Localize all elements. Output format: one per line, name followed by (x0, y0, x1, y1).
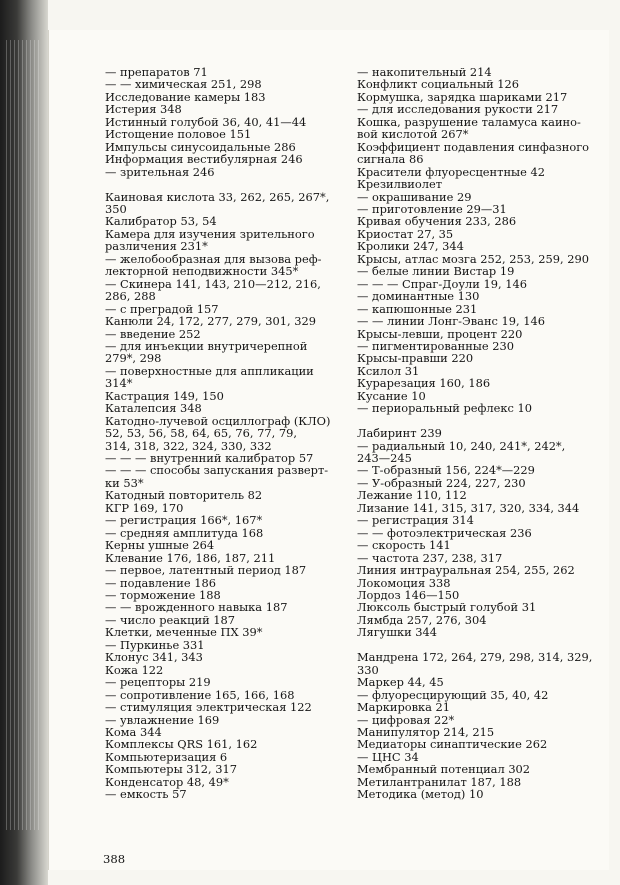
index-entry: Исследование камеры 183 (105, 89, 266, 104)
index-entry: Манипулятор 214, 215 (357, 724, 495, 739)
index-entry: Калибратор 53, 54 (105, 214, 217, 229)
index-entry: — введение 252 (105, 326, 201, 341)
index-entry: Кома 344 (105, 725, 162, 739)
index-entry: Клетки, меченные ПХ 39* (105, 625, 263, 640)
index-entry: — средняя амплитуда 168 (105, 525, 264, 540)
index-entry: — белые линии Вистар 19 (357, 264, 515, 279)
index-entry: Истерия 348 (105, 102, 182, 117)
index-entry: — сопротивление 165, 166, 168 (105, 687, 295, 702)
index-entry: Компьютеры 312, 317 (105, 762, 237, 777)
index-entry: Кожа 122 (105, 662, 164, 677)
index-entry: — Т-образный 156, 224*—229 (357, 463, 535, 478)
index-entry: Крезилвиолет (357, 177, 443, 192)
index-entry: Лягушки 344 (357, 625, 438, 640)
index-entry: Мембранный потенциал 302 (357, 762, 531, 777)
index-entry: Кривая обучения 233, 286 (357, 214, 517, 229)
index-entry: — — фотоэлектрическая 236 (357, 525, 532, 540)
index-entry: 286, 288 (105, 289, 156, 304)
index-entry: 279*, 298 (105, 351, 162, 366)
index-entry: — препаратов 71 (105, 65, 208, 79)
index-entry: — рецепторы 219 (105, 675, 211, 690)
index-entry: Камера для изучения зрительного (105, 226, 315, 241)
index-entry: Линия интрауральная 254, 255, 262 (357, 563, 575, 578)
index-entry: Истощение половое 151 (105, 127, 252, 142)
index-entry: 314* (105, 376, 133, 391)
index-entry: ки 53* (105, 475, 144, 490)
index-entry: — пигментированные 230 (357, 338, 514, 353)
index-entry: Компьютеризация 6 (105, 749, 228, 764)
index-entry: Крысы-правши 220 (357, 351, 474, 366)
index-entry: Керны ушные 264 (105, 538, 215, 553)
index-entry: — регистрация 314 (357, 513, 474, 528)
index-entry: КГР 169, 170 (105, 500, 184, 515)
index-entry: — для исследования рукости 217 (357, 102, 559, 117)
index-entry: — число реакций 187 (105, 612, 236, 627)
index-entry: лекторной неподвижности 345* (105, 264, 299, 279)
index-entry: — поверхностные для аппликации (105, 363, 314, 378)
index-entry: — скорость 141 (357, 538, 451, 553)
index-entry: различения 231* (105, 239, 208, 254)
index-entry: Маркировка 21 (357, 700, 451, 715)
index-entry: Люксоль быстрый голубой 31 (357, 600, 537, 615)
index-entry: Лизание 141, 315, 317, 320, 334, 344 (357, 500, 580, 515)
index-entry: — первое, латентный период 187 (105, 563, 307, 578)
index-entry: Криостат 27, 35 (357, 226, 454, 241)
index-entry: Комплексы QRS 161, 162 (105, 737, 258, 752)
index-entry: сигнала 86 (357, 152, 424, 167)
index-entry: — приготовление 29—31 (357, 201, 507, 216)
index-entry: Каиновая кислота 33, 262, 265, 267*, (105, 189, 330, 204)
index-entry: — частота 237, 238, 317 (357, 550, 503, 565)
index-entry: — У-образный 224, 227, 230 (357, 475, 526, 490)
index-entry: Информация вестибулярная 246 (105, 152, 303, 167)
index-entry: Маркер 44, 45 (357, 675, 444, 690)
index-entry: Лежание 110, 112 (357, 488, 467, 503)
index-entry: Лордоз 146—150 (357, 588, 460, 603)
index-entry: — стимуляция электрическая 122 (105, 700, 312, 715)
index-entry: Медиаторы синаптические 262 (357, 737, 548, 752)
index-entry: — с преградой 157 (105, 301, 219, 316)
book-spine (0, 0, 48, 885)
index-entry: — цифровая 22* (357, 712, 455, 727)
index-entry: Крысы-левши, процент 220 (357, 326, 523, 341)
index-column-left (105, 66, 335, 801)
index-entry: вой кислотой 267* (357, 127, 469, 142)
index-entry: Красители флуоресцентные 42 (357, 164, 545, 179)
index-entry: — капюшонные 231 (357, 301, 478, 316)
index-column-right (357, 66, 597, 801)
index-entry: Кастрация 149, 150 (105, 388, 224, 403)
index-entry: — радиальный 10, 240, 241*, 242*, (357, 438, 566, 453)
index-entry: — — линии Лонг-Эванс 19, 146 (357, 314, 546, 329)
index-entry: 243—245 (357, 451, 412, 466)
index-entry: — подавление 186 (105, 575, 216, 590)
index-entry: 330 (357, 662, 379, 677)
index-entry: — — врожденного навыка 187 (105, 600, 288, 615)
index-entry: 350 (105, 201, 127, 216)
index-entry: Курарезация 160, 186 (357, 376, 491, 391)
index-entry: Кролики 247, 344 (357, 239, 464, 254)
index-entry: — доминантные 130 (357, 289, 480, 304)
index-entry: — периоральный рефлекс 10 (357, 401, 533, 416)
index-entry: Клонус 341, 343 (105, 650, 203, 665)
index-entry: Лямбда 257, 276, 304 (357, 612, 487, 627)
page-number: 388 (103, 852, 126, 866)
index-entry: Конфликт социальный 126 (357, 77, 520, 92)
index-entry: 52, 53, 56, 58, 64, 65, 76, 77, 79, (105, 426, 298, 441)
index-entry: — Пуркинье 331 (105, 637, 205, 652)
index-entry: — торможение 188 (105, 588, 221, 603)
index-entry: — — — внутренний калибратор 57 (105, 451, 314, 466)
book-page (48, 30, 609, 870)
index-entry: — Скинера 141, 143, 210—212, 216, (105, 276, 321, 291)
index-entry: — для инъекции внутричерепной (105, 338, 308, 353)
index-entry: — емкость 57 (105, 787, 187, 802)
index-entry: Кусание 10 (357, 388, 426, 403)
index-entry: Локомоция 338 (357, 575, 451, 590)
index-entry: — зрительная 246 (105, 164, 215, 179)
index-entry: Клевание 176, 186, 187, 211 (105, 550, 276, 565)
index-entry: Крысы, атлас мозга 252, 253, 259, 290 (357, 251, 589, 266)
index-entry: Катодный повторитель 82 (105, 488, 263, 503)
index-entry: — — — способы запускания разверт- (105, 463, 329, 478)
index-entry: Методика (метод) 10 (357, 787, 484, 802)
index-entry: Канюли 24, 172, 277, 279, 301, 329 (105, 314, 316, 329)
index-entry: 314, 318, 322, 324, 330, 332 (105, 438, 272, 453)
index-entry: — ЦНС 34 (357, 749, 419, 764)
index-entry: Коэффициент подавления синфазного (357, 139, 590, 154)
index-entry: — — химическая 251, 298 (105, 77, 262, 92)
index-entry: Мандрена 172, 264, 279, 298, 314, 329, (357, 650, 593, 665)
page-edges (6, 40, 42, 830)
index-entry: — флуоресцирующий 35, 40, 42 (357, 687, 549, 702)
index-entry: Конденсатор 48, 49* (105, 774, 229, 789)
index-entry: — желобообразная для вызова реф- (105, 251, 322, 266)
index-entry: — окрашивание 29 (357, 189, 472, 204)
index-entry: — увлажнение 169 (105, 712, 220, 727)
index-entry: Импульсы синусоидальные 286 (105, 139, 296, 154)
index-entry: Лабиринт 239 (357, 426, 442, 441)
index-entry: Каталепсия 348 (105, 401, 202, 416)
index-entry: — регистрация 166*, 167* (105, 513, 263, 528)
index-entry: Истинный голубой 36, 40, 41—44 (105, 114, 307, 129)
index-entry: Катодно-лучевой осциллограф (КЛО) (105, 413, 331, 428)
index-entry: Кормушка, зарядка шариками 217 (357, 89, 568, 104)
index-entry: — — — Спраг-Доули 19, 146 (357, 276, 527, 291)
index-entry: Кошка, разрушение таламуса каино- (357, 114, 581, 129)
index-entry: Ксилол 31 (357, 363, 420, 378)
index-entry: Метилантранилат 187, 188 (357, 774, 522, 789)
index-entry: — накопительный 214 (357, 65, 492, 79)
